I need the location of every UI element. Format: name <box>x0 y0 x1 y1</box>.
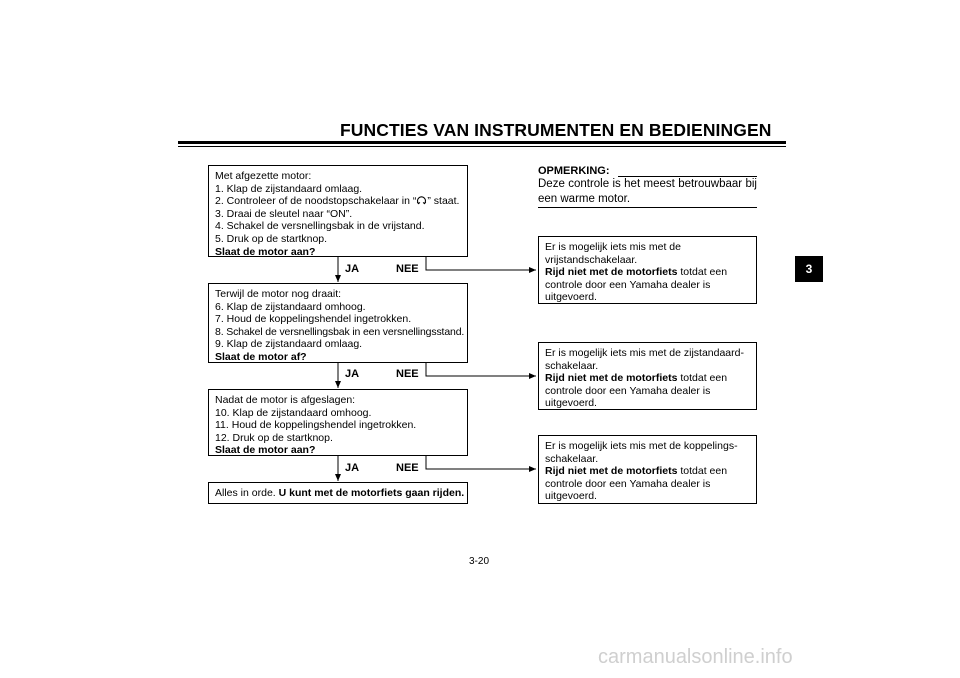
fault-box-3 <box>538 435 757 504</box>
fault1-line: uitgevoerd. <box>545 291 597 304</box>
no-arrow-3 <box>426 456 536 469</box>
note-heading: OPMERKING: <box>538 165 610 177</box>
step2-question: Slaat de motor af? <box>215 350 307 363</box>
step1-line: 5. Druk op de startknop. <box>215 232 328 245</box>
no-label-3: NEE <box>396 462 419 474</box>
step3-line: 10. Klap de zijstandaard omhoog. <box>215 406 372 419</box>
fault1-line: vrijstandschakelaar. <box>545 253 638 266</box>
note-bottom-rule <box>538 207 757 208</box>
no-arrow-2 <box>426 363 536 376</box>
fault2-line: Er is mogelijk iets mis met de zijstandaard- <box>545 347 744 359</box>
step1-line: 4. Schakel de versnellingsbak in de vrijstand. <box>215 220 425 233</box>
step1-line-suffix: ” staat. <box>427 195 460 208</box>
fault1-after: totdat een <box>677 266 728 279</box>
flow-step-2 <box>208 283 468 363</box>
fault1-warning-line <box>545 266 750 279</box>
fault1-line: controle door een Yamaha dealer is <box>545 278 711 291</box>
fault3-warning-line <box>545 465 750 478</box>
fault3-line: Er is mogelijk iets mis met de koppelings- <box>545 440 738 452</box>
fault2-line: uitgevoerd. <box>545 397 597 410</box>
flow-final <box>208 482 468 504</box>
step1-line: Met afgezette motor: <box>215 170 312 182</box>
fault3-line: schakelaar. <box>545 452 599 465</box>
fault2-warning: Rijd niet met de motorfiets <box>545 372 678 385</box>
yes-label-3: JA <box>345 462 360 474</box>
fault2-line: schakelaar. <box>545 359 599 372</box>
no-label-1: NEE <box>396 263 419 275</box>
note-text: Deze controle is het meest betrouwbaar bij een warme motor. <box>538 178 757 205</box>
fault-box-1 <box>538 236 757 304</box>
final-line <box>215 487 465 500</box>
step3-line: 11. Houd de koppelingshendel ingetrokken. <box>215 419 417 432</box>
fault3-line: controle door een Yamaha dealer is <box>545 477 711 490</box>
step2-line: 9. Klap de zijstandaard omlaag. <box>215 338 363 351</box>
flow-step-3 <box>208 389 468 456</box>
step1-line-text: 2. Controleer of de noodstopschakelaar in “ <box>215 195 417 208</box>
chapter-tab: 3 <box>795 256 823 282</box>
fault1-warning: Rijd niet met de motorfiets <box>545 266 678 279</box>
fault-box-2 <box>538 342 757 410</box>
page-title: FUNCTIES VAN INSTRUMENTEN EN BEDIENINGEN <box>340 120 772 140</box>
fault2-warning-line <box>545 372 750 385</box>
step3-line: Nadat de motor is afgeslagen: <box>215 394 356 406</box>
final-prefix: Alles in orde. <box>215 487 279 499</box>
final-bold: U kunt met de motorfiets gaan rijden. <box>278 487 465 499</box>
fault3-warning: Rijd niet met de motorfiets <box>545 465 678 478</box>
no-label-2: NEE <box>396 368 419 380</box>
engine-stop-run-icon <box>416 195 427 205</box>
fault2-after: totdat een <box>677 372 728 385</box>
fault3-after: totdat een <box>677 465 728 478</box>
step2-line: Terwijl de motor nog draait: <box>215 288 342 300</box>
fault3-line: uitgevoerd. <box>545 490 597 503</box>
step1-line: 3. Draai de sleutel naar “ON”. <box>215 207 353 220</box>
step3-question: Slaat de motor aan? <box>215 444 316 457</box>
yes-label-1: JA <box>345 263 360 275</box>
step2-line: 8. Schakel de versnellingsbak in een versnellingsstand. <box>215 325 465 338</box>
watermark: carmanualsonline.info <box>598 646 793 668</box>
step1-line-switch <box>215 195 461 208</box>
step3-line: 12. Druk op de startknop. <box>215 431 333 444</box>
flow-step-1 <box>208 165 468 257</box>
page-number: 3-20 <box>469 556 490 567</box>
fault1-line: Er is mogelijk iets mis met de <box>545 241 681 253</box>
yes-label-2: JA <box>345 368 360 380</box>
no-arrow-1 <box>426 257 536 270</box>
step1-question: Slaat de motor aan? <box>215 245 316 258</box>
fault2-line: controle door een Yamaha dealer is <box>545 384 711 397</box>
step2-line: 6. Klap de zijstandaard omhoog. <box>215 300 366 313</box>
step1-line: 1. Klap de zijstandaard omlaag. <box>215 182 363 195</box>
step2-line: 7. Houd de koppelingshendel ingetrokken. <box>215 313 412 326</box>
